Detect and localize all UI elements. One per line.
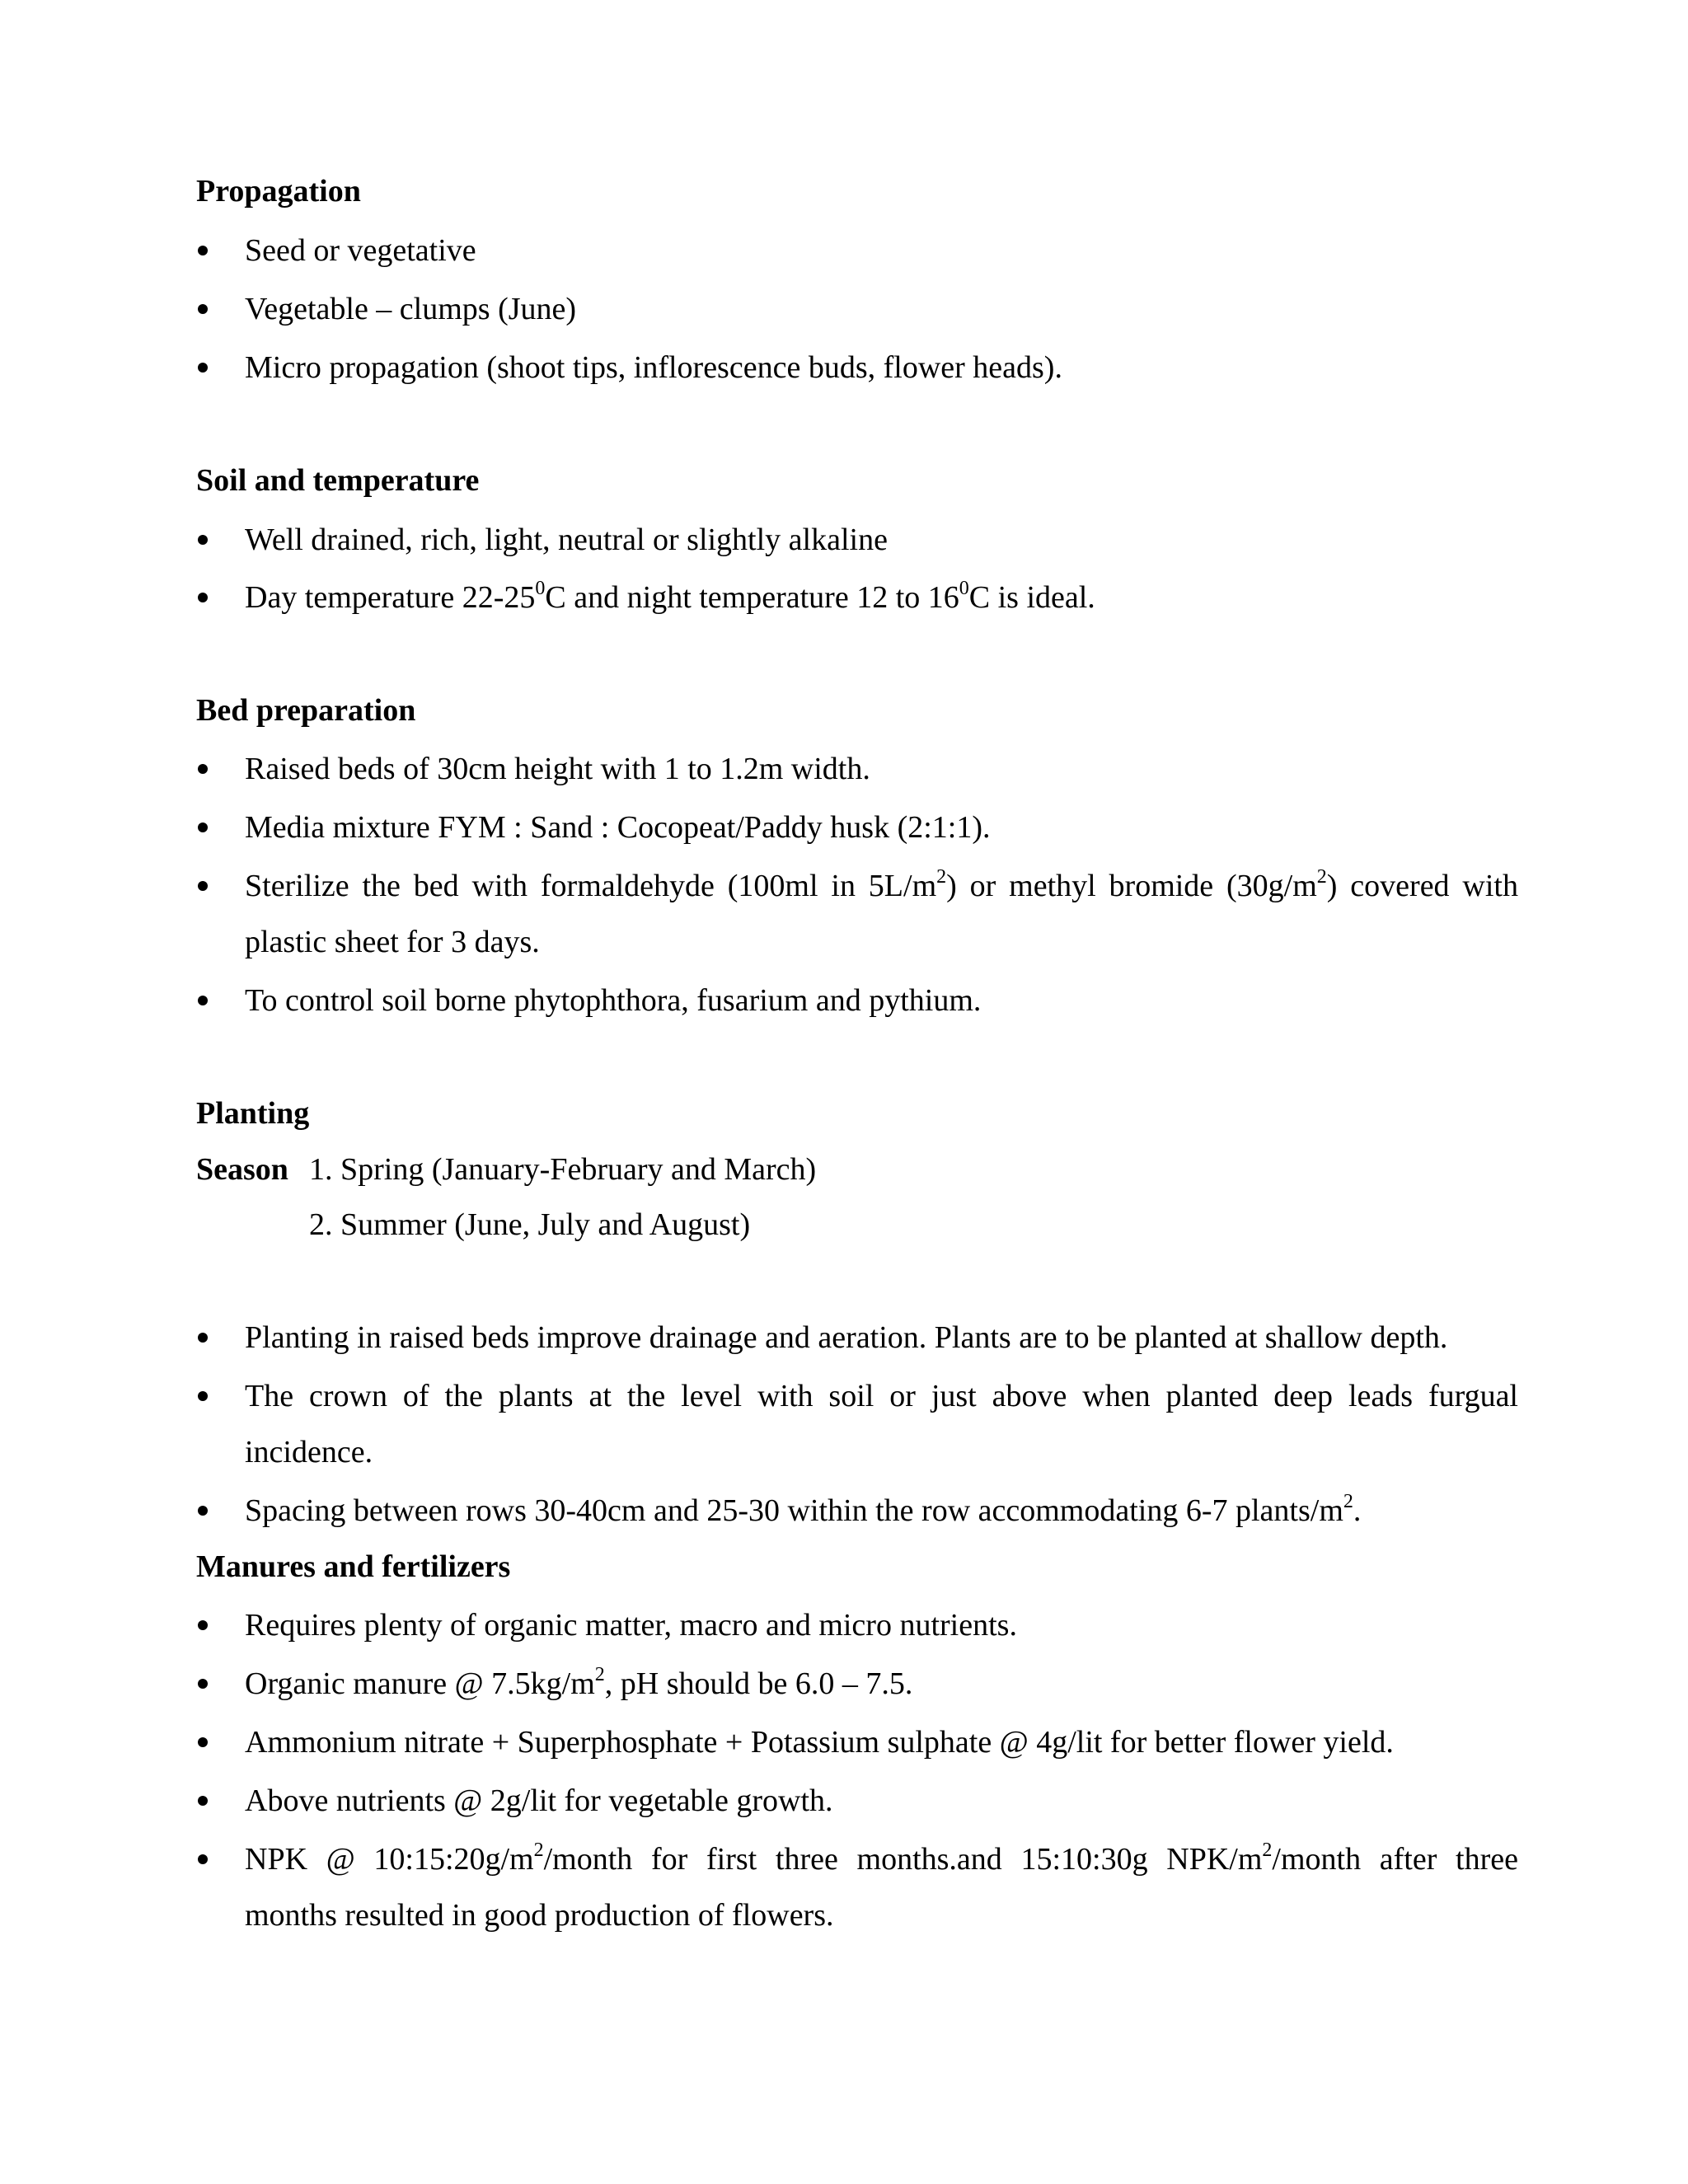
propagation-item-3: Micro propagation (shoot tips, inflorescence buds, flower heads). — [245, 350, 1062, 385]
manures-item-3: Ammonium nitrate + Superphosphate + Potassium sulphate @ 4g/lit for better flower yield. — [245, 1725, 1394, 1760]
bullet-icon — [196, 1606, 213, 1644]
bullet-icon — [196, 1319, 213, 1357]
bullet-icon — [196, 290, 213, 328]
bullet-icon — [196, 579, 213, 616]
text-segment: . — [1353, 1493, 1362, 1528]
text-segment: Spacing between rows 30-40cm and 25-30 within the row accommodating 6-7 plants/m — [245, 1493, 1343, 1528]
bullet-icon — [196, 1492, 213, 1530]
bullet-icon — [196, 750, 213, 788]
season-label: Season — [196, 1152, 288, 1187]
bed-item-4: To control soil borne phytophthora, fusarium and pythium. — [245, 983, 982, 1018]
propagation-item-2: Vegetable – clumps (June) — [245, 292, 577, 326]
heading-bed-preparation: Bed preparation — [196, 693, 416, 728]
manures-item-4: Above nutrients @ 2g/lit for vegetable growth. — [245, 1783, 833, 1818]
text-segment: , pH should be 6.0 – 7.5. — [604, 1666, 913, 1701]
bed-item-3-line-2: plastic sheet for 3 days. — [245, 925, 540, 959]
text-segment: C and night temperature 12 to 16 — [545, 580, 959, 615]
bullet-icon — [196, 349, 213, 387]
superscript: 2 — [533, 1840, 544, 1862]
planting-item-2-line-2: incidence. — [245, 1435, 373, 1469]
bullet-icon — [196, 808, 213, 846]
bullet-icon — [196, 1723, 213, 1761]
text-segment: ) covered with — [1326, 869, 1518, 903]
superscript: 2 — [1343, 1491, 1353, 1513]
text-segment: Sterilize the bed with formaldehyde (100ml in 5L/m — [245, 869, 937, 903]
bullet-icon — [196, 232, 213, 269]
bullet-icon — [196, 1782, 213, 1820]
manures-item-5-line-1 — [245, 1840, 1518, 1878]
season-2: 2. Summer (June, July and August) — [309, 1207, 751, 1242]
planting-item-3 — [245, 1492, 1361, 1530]
text-segment: /month after three — [1272, 1842, 1518, 1877]
season-1: 1. Spring (January-February and March) — [309, 1152, 817, 1187]
superscript: 2 — [1262, 1840, 1273, 1862]
heading-propagation: Propagation — [196, 174, 361, 209]
bed-item-2: Media mixture FYM : Sand : Cocopeat/Paddy husk (2:1:1). — [245, 810, 991, 845]
propagation-item-1: Seed or vegetative — [245, 233, 476, 268]
heading-manures-and-fertilizers: Manures and fertilizers — [196, 1549, 511, 1584]
bullet-icon — [196, 1840, 213, 1878]
manures-item-5-line-2: months resulted in good production of flowers. — [245, 1898, 834, 1933]
planting-item-1: Planting in raised beds improve drainage and aeration. Plants are to be planted at shallow depth. — [245, 1320, 1448, 1355]
text-segment: Organic manure @ 7.5kg/m — [245, 1666, 595, 1701]
bullet-icon — [196, 982, 213, 1019]
soil-item-1: Well drained, rich, light, neutral or slightly alkaline — [245, 523, 888, 557]
text-segment: C is ideal. — [968, 580, 1095, 615]
text-segment: /month for first three months.and 15:10:30g NPK/m — [543, 1842, 1263, 1877]
bed-item-1: Raised beds of 30cm height with 1 to 1.2m width. — [245, 752, 870, 786]
bullet-icon — [196, 521, 213, 559]
text-segment: NPK @ 10:15:20g/m — [245, 1842, 534, 1877]
superscript: 2 — [936, 866, 947, 888]
bullet-icon — [196, 1377, 213, 1415]
manures-item-1: Requires plenty of organic matter, macro and micro nutrients. — [245, 1608, 1017, 1643]
heading-soil-and-temperature: Soil and temperature — [196, 463, 480, 498]
bed-item-3-line-1 — [245, 867, 1518, 905]
superscript: 2 — [594, 1664, 605, 1686]
text-segment: ) or methyl bromide (30g/m — [946, 869, 1317, 903]
heading-planting: Planting — [196, 1096, 310, 1131]
superscript: 2 — [1316, 866, 1327, 888]
bullet-icon — [196, 1665, 213, 1703]
text-segment: Day temperature 22-25 — [245, 580, 536, 615]
planting-item-2-line-1: The crown of the plants at the level with soil or just above when planted deep leads furgual — [245, 1379, 1518, 1413]
soil-item-2 — [245, 579, 1095, 616]
superscript: 0 — [959, 578, 969, 600]
bullet-icon — [196, 867, 213, 905]
manures-item-2 — [245, 1665, 912, 1703]
superscript: 0 — [535, 578, 546, 600]
